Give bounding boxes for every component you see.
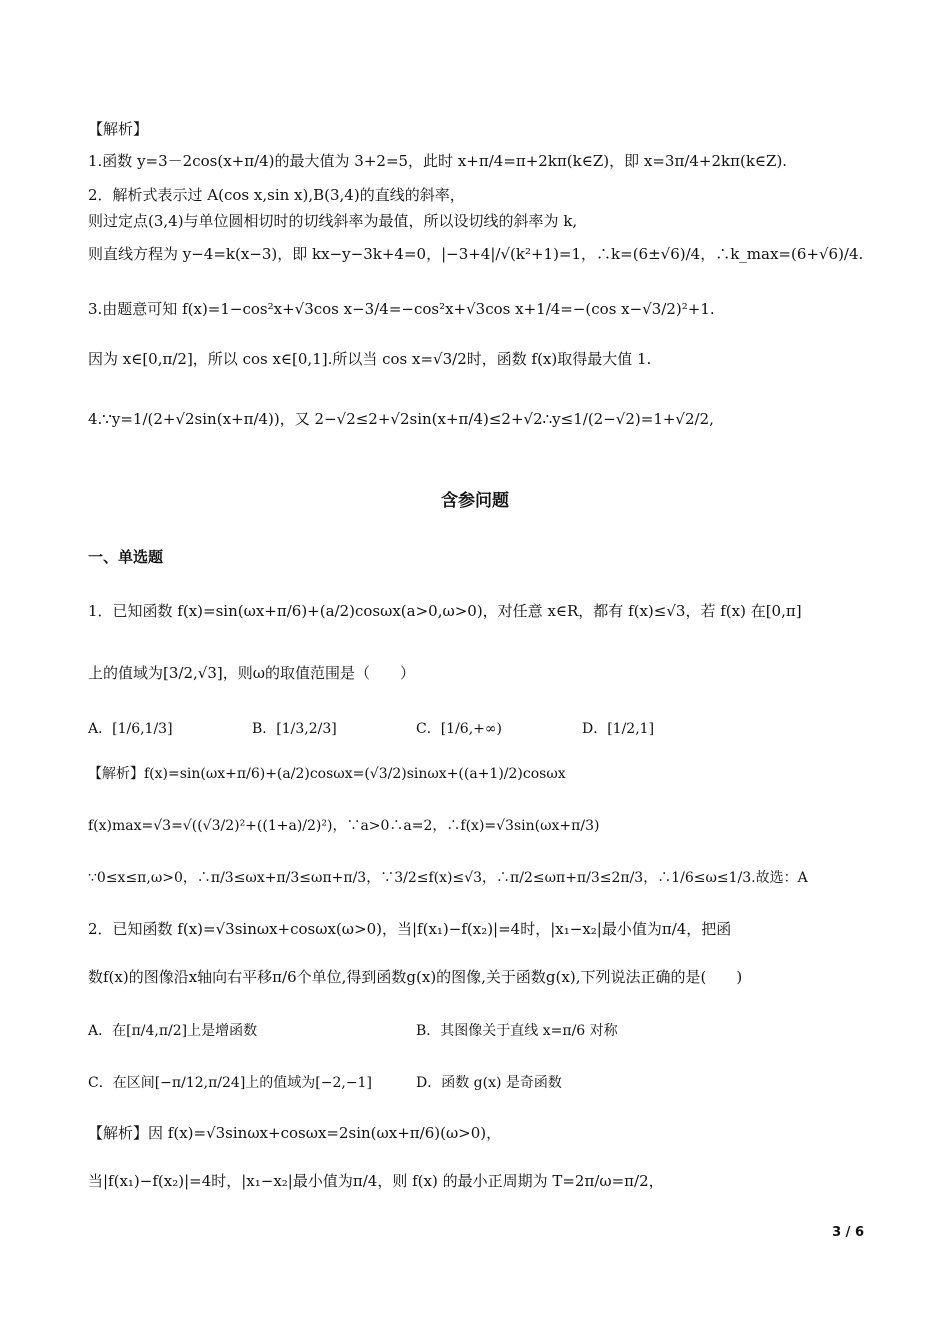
- q1-option-d: D．[1/2,1]: [582, 721, 655, 737]
- prev-line-1: 1.函数 y=3－2cos(x+π/4)的最大值为 3+2=5，此时 x+π/4=π+2kπ(k∈Z)，即 x=3π/4+2kπ(k∈Z).: [88, 152, 788, 170]
- q2-option-d: D．函数 g(x) 是奇函数: [416, 1075, 562, 1091]
- prev-line-2: 2．解析式表示过 A(cos x,sin x),B(3,4)的直线的斜率，: [88, 186, 465, 204]
- q2-option-c: C．在区间[−π/12,π/24]上的值域为[−2,−1]: [88, 1075, 372, 1091]
- q2-solution-line-2: 当|f(x₁)−f(x₂)|=4时，|x₁−x₂|最小值为π/4，则 f(x) 的最小正周期为 T=2π/ω=π/2，: [88, 1172, 664, 1190]
- page-number: 3 / 6: [832, 1225, 864, 1240]
- prev-line-3: 则过定点(3,4)与单位圆相切时的切线斜率为最值，所以设切线的斜率为 k,: [88, 212, 578, 230]
- section-title: 含参问题: [441, 491, 509, 511]
- q2-solution-label: 【解析】: [88, 1124, 149, 1142]
- q1-solution-label: 【解析】: [88, 766, 144, 782]
- prev-line-7: 4.∵y=1/(2+√2sin(x+π/4))，又 2−√2≤2+√2sin(x+π/4)≤2+√2∴y≤1/(2−√2)=1+√2/2,: [88, 410, 714, 428]
- q1-solution-line-1: [88, 766, 566, 783]
- q1-solution-line-2: f(x)max=√3=√((√3/2)²+((1+a)/2)²)，∵a>0∴a=2，∴f(x)=√3sin(ωx+π/3): [88, 818, 600, 834]
- q1-solution-text-1: f(x)=sin(ωx+π/6)+(a/2)cosωx=(√3/2)sinωx+((a+1)/2)cosωx: [144, 766, 566, 782]
- section-heading: 一、单选题: [88, 548, 164, 566]
- q2-stem-line-1: 2．已知函数 f(x)=√3sinωx+cosωx(ω>0)，当|f(x₁)−f(x₂)|=4时，|x₁−x₂|最小值为π/4，把函: [88, 920, 732, 938]
- q2-option-b: B．其图像关于直线 x=π/6 对称: [416, 1023, 618, 1039]
- q2-solution-text-1: 因 f(x)=√3sinωx+cosωx=2sin(ωx+π/6)(ω>0)，: [148, 1124, 502, 1142]
- q2-solution-line-1: [88, 1124, 501, 1142]
- prev-line-5: 3.由题意可知 f(x)=1−cos²x+√3cos x−3/4=−cos²x+√3cos x+1/4=−(cos x−√3/2)²+1.: [88, 300, 715, 318]
- q1-option-c: C．[1/6,+∞): [416, 721, 503, 737]
- solution-label: 【解析】: [88, 120, 149, 138]
- prev-line-6: 因为 x∈[0,π/2]，所以 cos x∈[0,1].所以当 cos x=√3/2时，函数 f(x)取得最大值 1.: [88, 350, 652, 368]
- q1-solution-line-3: ∵0≤x≤π,ω>0，∴π/3≤ωx+π/3≤ωπ+π/3，∵3/2≤f(x)≤√3，∴π/2≤ωπ+π/3≤2π/3，∴1/6≤ω≤1/3.故选：A: [88, 870, 808, 886]
- q1-stem-line-2: 上的值域为[3/2,√3]，则ω的取值范围是（ ）: [88, 664, 415, 682]
- q2-option-a: A．在[π/4,π/2]上是增函数: [88, 1023, 258, 1039]
- prev-line-4: 则直线方程为 y−4=k(x−3)，即 kx−y−3k+4=0，|−3+4|/√(k²+1)=1，∴k=(6±√6)/4，∴k_max=(6+√6)/4.: [88, 245, 864, 263]
- q1-option-b: B．[1/3,2/3]: [252, 721, 337, 737]
- q1-stem-line-1: 1．已知函数 f(x)=sin(ωx+π/6)+(a/2)cosωx(a>0,ω>0)，对任意 x∈R，都有 f(x)≤√3，若 f(x) 在[0,π]: [88, 602, 802, 620]
- q2-stem-line-2: 数f(x)的图像沿x轴向右平移π/6个单位,得到函数g(x)的图像,关于函数g(x),下列说法正确的是( ): [88, 968, 743, 986]
- q1-option-a: A．[1/6,1/3]: [88, 721, 173, 737]
